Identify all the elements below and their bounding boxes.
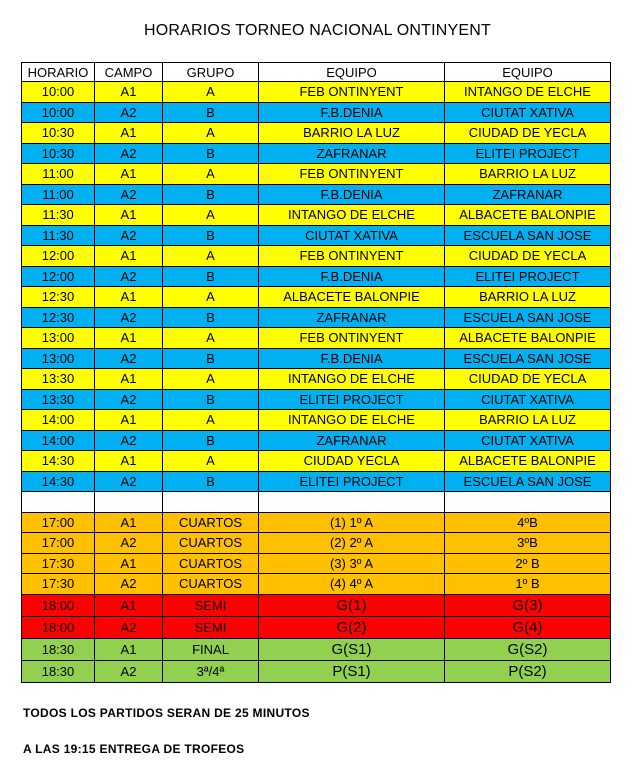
cell-team-1: CIUTAT XATIVA bbox=[259, 225, 445, 246]
cell-group: B bbox=[163, 307, 259, 328]
table-row bbox=[22, 205, 611, 226]
cell-time: 13:00 bbox=[22, 348, 95, 369]
cell-team-1: P(S1) bbox=[259, 660, 445, 682]
cell-team-1: CIUDAD YECLA bbox=[259, 451, 445, 472]
cell-field: A2 bbox=[95, 430, 163, 451]
cell-field: A1 bbox=[95, 451, 163, 472]
cell-field: A2 bbox=[95, 471, 163, 492]
header-row bbox=[22, 63, 611, 82]
cell-team-1: FEB ONTINYENT bbox=[259, 328, 445, 349]
cell-team-2: ELITEI PROJECT bbox=[445, 266, 611, 287]
cell-team-2: ESCUELA SAN JOSE bbox=[445, 471, 611, 492]
cell-field: A2 bbox=[95, 348, 163, 369]
cell-group: SEMI bbox=[163, 594, 259, 616]
cell-time: 18:30 bbox=[22, 638, 95, 660]
cell-time: 11:30 bbox=[22, 225, 95, 246]
cell-team-1: (4) 4º A bbox=[259, 574, 445, 595]
table-row bbox=[22, 225, 611, 246]
cell-time: 12:30 bbox=[22, 287, 95, 308]
header-horario: HORARIO bbox=[22, 63, 95, 82]
cell-team-1: FEB ONTINYENT bbox=[259, 82, 445, 103]
cell-team-1: BARRIO LA LUZ bbox=[259, 123, 445, 144]
table-row bbox=[22, 533, 611, 554]
cell-team-2: CIUDAD DE YECLA bbox=[445, 246, 611, 267]
cell-field: A1 bbox=[95, 512, 163, 533]
cell-time: 12:00 bbox=[22, 266, 95, 287]
header-equipo-2: EQUIPO bbox=[445, 63, 611, 82]
cell-field: A1 bbox=[95, 328, 163, 349]
cell-field: A2 bbox=[95, 307, 163, 328]
cell-field: A2 bbox=[95, 389, 163, 410]
table-row bbox=[22, 143, 611, 164]
cell-team-1: G(1) bbox=[259, 594, 445, 616]
cell-field: A2 bbox=[95, 266, 163, 287]
cell-team-2: ALBACETE BALONPIE bbox=[445, 328, 611, 349]
cell-team-2: INTANGO DE ELCHE bbox=[445, 82, 611, 103]
cell-team-2: 2º B bbox=[445, 553, 611, 574]
cell-group: A bbox=[163, 164, 259, 185]
cell-team-2: 4ºB bbox=[445, 512, 611, 533]
cell-team-2: CIUDAD DE YECLA bbox=[445, 369, 611, 390]
table-row bbox=[22, 553, 611, 574]
table-row bbox=[22, 638, 611, 660]
table-row bbox=[22, 348, 611, 369]
cell-field: A1 bbox=[95, 369, 163, 390]
cell-team-1: INTANGO DE ELCHE bbox=[259, 410, 445, 431]
cell-group: SEMI bbox=[163, 616, 259, 638]
cell-team-2: CIUTAT XATIVA bbox=[445, 430, 611, 451]
cell-time: 18:30 bbox=[22, 660, 95, 682]
table-row bbox=[22, 594, 611, 616]
cell-field: A2 bbox=[95, 616, 163, 638]
schedule-body bbox=[22, 82, 611, 683]
cell-field: A1 bbox=[95, 164, 163, 185]
cell-time: 18:00 bbox=[22, 594, 95, 616]
cell-group: A bbox=[163, 287, 259, 308]
cell-team-1: ZAFRANAR bbox=[259, 430, 445, 451]
cell-team-2: BARRIO LA LUZ bbox=[445, 164, 611, 185]
cell-team-2: ESCUELA SAN JOSE bbox=[445, 348, 611, 369]
cell-team-2: CIUTAT XATIVA bbox=[445, 389, 611, 410]
cell-group: A bbox=[163, 369, 259, 390]
cell-team-1: ZAFRANAR bbox=[259, 307, 445, 328]
cell-group: B bbox=[163, 143, 259, 164]
cell-team-2: G(3) bbox=[445, 594, 611, 616]
cell-group: A bbox=[163, 246, 259, 267]
cell-time: 12:30 bbox=[22, 307, 95, 328]
cell-time: 10:30 bbox=[22, 143, 95, 164]
cell-team-1: INTANGO DE ELCHE bbox=[259, 369, 445, 390]
page-title: HORARIOS TORNEO NACIONAL ONTINYENT bbox=[144, 22, 491, 39]
cell-team-2: CIUDAD DE YECLA bbox=[445, 123, 611, 144]
header-grupo: GRUPO bbox=[163, 63, 259, 82]
table-row bbox=[22, 102, 611, 123]
cell-group: A bbox=[163, 328, 259, 349]
cell-group: A bbox=[163, 82, 259, 103]
cell-team-1: (1) 1º A bbox=[259, 512, 445, 533]
cell-team-1: INTANGO DE ELCHE bbox=[259, 205, 445, 226]
cell-group: FINAL bbox=[163, 638, 259, 660]
cell-group: CUARTOS bbox=[163, 553, 259, 574]
cell-group: CUARTOS bbox=[163, 512, 259, 533]
cell-time: 18:00 bbox=[22, 616, 95, 638]
cell-time: 14:00 bbox=[22, 410, 95, 431]
cell-team-2: ALBACETE BALONPIE bbox=[445, 205, 611, 226]
cell-team-2: BARRIO LA LUZ bbox=[445, 287, 611, 308]
table-row bbox=[22, 266, 611, 287]
cell-team-2: ESCUELA SAN JOSE bbox=[445, 307, 611, 328]
cell-field: A2 bbox=[95, 102, 163, 123]
cell-group: A bbox=[163, 123, 259, 144]
table-row bbox=[22, 82, 611, 103]
cell-group: B bbox=[163, 348, 259, 369]
cell-time: 14:30 bbox=[22, 471, 95, 492]
table-row bbox=[22, 660, 611, 682]
cell-time: 14:30 bbox=[22, 451, 95, 472]
cell-time: 17:30 bbox=[22, 553, 95, 574]
cell-field: A1 bbox=[95, 638, 163, 660]
cell-team-1: FEB ONTINYENT bbox=[259, 164, 445, 185]
cell-team-2: CIUTAT XATIVA bbox=[445, 102, 611, 123]
cell-team-2: 1º B bbox=[445, 574, 611, 595]
cell-team-1: (2) 2º A bbox=[259, 533, 445, 554]
cell-team-2 bbox=[445, 492, 611, 513]
cell-time: 17:00 bbox=[22, 512, 95, 533]
cell-group: A bbox=[163, 410, 259, 431]
table-row bbox=[22, 184, 611, 205]
cell-time bbox=[22, 492, 95, 513]
cell-group: A bbox=[163, 451, 259, 472]
table-row bbox=[22, 512, 611, 533]
table-row bbox=[22, 451, 611, 472]
cell-time: 13:30 bbox=[22, 369, 95, 390]
schedule-table bbox=[21, 62, 611, 683]
cell-group: CUARTOS bbox=[163, 533, 259, 554]
table-row bbox=[22, 369, 611, 390]
cell-team-1: F.B.DENIA bbox=[259, 348, 445, 369]
trophy-ceremony-note: A LAS 19:15 ENTREGA DE TROFEOS bbox=[23, 742, 245, 756]
cell-team-2: ALBACETE BALONPIE bbox=[445, 451, 611, 472]
cell-team-1: ZAFRANAR bbox=[259, 143, 445, 164]
cell-time: 17:00 bbox=[22, 533, 95, 554]
header-equipo-1: EQUIPO bbox=[259, 63, 445, 82]
table-row bbox=[22, 492, 611, 513]
cell-group: A bbox=[163, 205, 259, 226]
cell-field: A2 bbox=[95, 143, 163, 164]
cell-field: A2 bbox=[95, 225, 163, 246]
cell-field: A1 bbox=[95, 287, 163, 308]
cell-field: A1 bbox=[95, 205, 163, 226]
cell-group: CUARTOS bbox=[163, 574, 259, 595]
cell-time: 12:00 bbox=[22, 246, 95, 267]
cell-field: A1 bbox=[95, 82, 163, 103]
cell-group: B bbox=[163, 266, 259, 287]
cell-field: A2 bbox=[95, 533, 163, 554]
cell-time: 17:30 bbox=[22, 574, 95, 595]
cell-team-1: FEB ONTINYENT bbox=[259, 246, 445, 267]
cell-team-2: 3ºB bbox=[445, 533, 611, 554]
cell-team-1: ELITEI PROJECT bbox=[259, 471, 445, 492]
cell-group: B bbox=[163, 389, 259, 410]
cell-team-1: F.B.DENIA bbox=[259, 184, 445, 205]
cell-group: B bbox=[163, 430, 259, 451]
cell-group: B bbox=[163, 102, 259, 123]
header-campo: CAMPO bbox=[95, 63, 163, 82]
cell-field: A2 bbox=[95, 574, 163, 595]
cell-field bbox=[95, 492, 163, 513]
cell-team-1: G(S1) bbox=[259, 638, 445, 660]
cell-time: 10:00 bbox=[22, 102, 95, 123]
cell-time: 11:00 bbox=[22, 164, 95, 185]
cell-group: B bbox=[163, 471, 259, 492]
cell-team-1: ALBACETE BALONPIE bbox=[259, 287, 445, 308]
cell-field: A2 bbox=[95, 184, 163, 205]
cell-team-2: G(4) bbox=[445, 616, 611, 638]
cell-field: A1 bbox=[95, 553, 163, 574]
cell-time: 11:00 bbox=[22, 184, 95, 205]
cell-team-2: ZAFRANAR bbox=[445, 184, 611, 205]
table-row bbox=[22, 389, 611, 410]
cell-field: A1 bbox=[95, 123, 163, 144]
match-duration-note: TODOS LOS PARTIDOS SERAN DE 25 MINUTOS bbox=[23, 706, 310, 720]
cell-team-1: ELITEI PROJECT bbox=[259, 389, 445, 410]
cell-team-2: BARRIO LA LUZ bbox=[445, 410, 611, 431]
table-row bbox=[22, 616, 611, 638]
cell-team-2: ELITEI PROJECT bbox=[445, 143, 611, 164]
cell-team-2: G(S2) bbox=[445, 638, 611, 660]
cell-group: B bbox=[163, 184, 259, 205]
table-row bbox=[22, 123, 611, 144]
table-row bbox=[22, 287, 611, 308]
table-row bbox=[22, 307, 611, 328]
cell-group: B bbox=[163, 225, 259, 246]
cell-time: 11:30 bbox=[22, 205, 95, 226]
table-row bbox=[22, 471, 611, 492]
cell-group: 3ª/4ª bbox=[163, 660, 259, 682]
cell-time: 14:00 bbox=[22, 430, 95, 451]
cell-team-2: P(S2) bbox=[445, 660, 611, 682]
cell-time: 10:00 bbox=[22, 82, 95, 103]
cell-field: A1 bbox=[95, 410, 163, 431]
table-row bbox=[22, 574, 611, 595]
cell-team-1 bbox=[259, 492, 445, 513]
cell-field: A1 bbox=[95, 246, 163, 267]
table-row bbox=[22, 410, 611, 431]
cell-team-1: (3) 3º A bbox=[259, 553, 445, 574]
table-row bbox=[22, 164, 611, 185]
cell-team-1: G(2) bbox=[259, 616, 445, 638]
cell-group bbox=[163, 492, 259, 513]
cell-time: 10:30 bbox=[22, 123, 95, 144]
cell-team-1: F.B.DENIA bbox=[259, 266, 445, 287]
table-row bbox=[22, 430, 611, 451]
cell-field: A2 bbox=[95, 660, 163, 682]
cell-time: 13:00 bbox=[22, 328, 95, 349]
cell-team-1: F.B.DENIA bbox=[259, 102, 445, 123]
cell-team-2: ESCUELA SAN JOSE bbox=[445, 225, 611, 246]
cell-time: 13:30 bbox=[22, 389, 95, 410]
cell-field: A1 bbox=[95, 594, 163, 616]
table-row bbox=[22, 246, 611, 267]
table-row bbox=[22, 328, 611, 349]
